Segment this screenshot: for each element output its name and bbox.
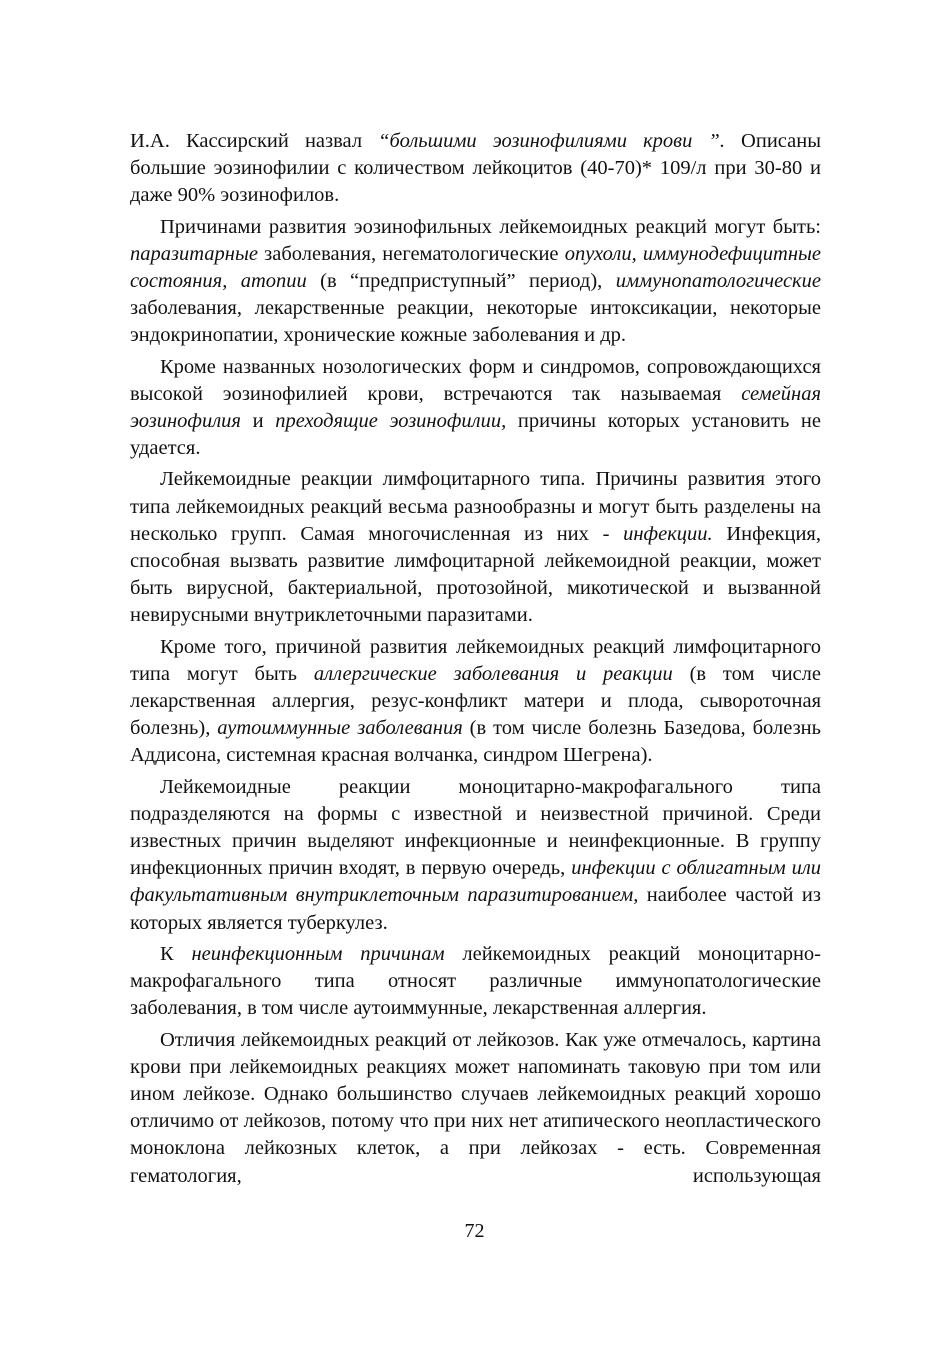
- italic-text-run: аллергические заболевания и реакции: [313, 662, 673, 685]
- text-run: Причинами развития эозинофильных лейкемоидных реакций могут быть:: [160, 215, 821, 238]
- text-run: Лейкемоидные реакции лимфоцитарного типа. Причины развития этого типа лейкемоидных реакций весьма разнообразны и могут быть разделены на несколько групп. Самая многочисленная из них -: [130, 468, 821, 545]
- text-run: Кроме названных нозологических форм и синдромов, сопровождающихся высокой эозинофилией крови, встречаются так называемая: [130, 355, 821, 405]
- text-run: лейкемоидных реакций моноцитарно-макрофагального типа относят различные иммунопатологические заболевания, в том числе аутоиммунные, лекарственная аллергия.: [130, 942, 821, 1020]
- paragraph: [130, 128, 821, 210]
- paragraph: [130, 466, 821, 629]
- text-run: И.А. Кассирский назвал: [130, 130, 379, 152]
- text-run: Лейкемоидные реакции моноцитарно-макрофагального типа подразделяются на формы с известной и неизвестной причиной. Среди известных причин выделяют инфекционные и неинфекционные. В группу инфекционных причин входят, в первую очередь,: [130, 775, 821, 880]
- italic-text-run: неинфекционным причинам: [191, 942, 445, 965]
- text-run: наиболее частой из которых является туберкулез.: [130, 884, 821, 934]
- text-run: заболевания, негематологические: [257, 242, 565, 265]
- italic-text-run: “большими эозинофилиями крови ”.: [378, 130, 725, 152]
- text-run: Отличия лейкемоидных реакций от лейкозов. Как уже отмечалось, картина крови при лейкемоидных реакциях может напоминать таковую при том или ином лейкозе. Однако большинство случаев лейкемоидных реакций хорошо отличимо от лейкозов, потому что при них нет атипического неопластического моноклона лейкозных клеток, а при лейкозах - есть. Современная гематология, использующая: [130, 1028, 821, 1187]
- italic-text-run: паразитарные: [130, 242, 258, 265]
- page-number: 72: [464, 1220, 485, 1242]
- text-run: (в том числе лекарственная аллергия, резус-конфликт матери и плода, сывороточная болезнь),: [130, 662, 821, 740]
- italic-text-run: преходящие эозинофилии,: [275, 410, 507, 433]
- text-run: Описаны большие эозинофилии с количеством лейкоцитов (40-70)* 109/л при 30-80 и даже 90% эозинофилов.: [130, 130, 821, 207]
- text-run: и: [240, 410, 276, 433]
- text-run: причины которых установить не удается.: [130, 410, 821, 460]
- italic-text-run: инфекции с облигатным или факультативным внутриклеточным паразитированием,: [130, 857, 822, 907]
- paragraph: [130, 774, 821, 937]
- text-run: Инфекция, способная вызвать развитие лимфоцитарной лейкемоидной реакции, может быть вирусной, бактериальной, протозойной, микотической и вызванной невирусными внутриклеточными паразитами.: [130, 522, 821, 627]
- paragraph: [130, 1027, 821, 1190]
- body-text: [130, 128, 821, 1194]
- text-run: Кроме того, причиной развития лейкемоидных реакций лимфоцитарного типа могут быть: [130, 635, 821, 685]
- text-run: (в “предприступный” период),: [306, 270, 616, 293]
- paragraph: [130, 634, 821, 770]
- paragraph: [130, 214, 821, 350]
- paragraph: [130, 354, 821, 463]
- italic-text-run: аутоиммунные заболевания: [217, 717, 463, 740]
- paragraph: [130, 941, 821, 1023]
- italic-text-run: опухоли, иммунодефицитные состояния, атопии: [130, 242, 821, 293]
- text-run: К: [160, 942, 192, 965]
- italic-text-run: семейная эозинофилия: [130, 382, 821, 433]
- italic-text-run: инфекции.: [623, 522, 713, 545]
- text-run: (в том числе болезнь Базедова, болезнь Аддисона, системная красная волчанка, синдром Шегрена).: [130, 717, 821, 767]
- text-run: заболевания, лекарственные реакции, некоторые интоксикации, некоторые эндокринопатии, хронические кожные заболевания и др.: [130, 297, 821, 347]
- italic-text-run: иммунопатологические: [615, 270, 821, 293]
